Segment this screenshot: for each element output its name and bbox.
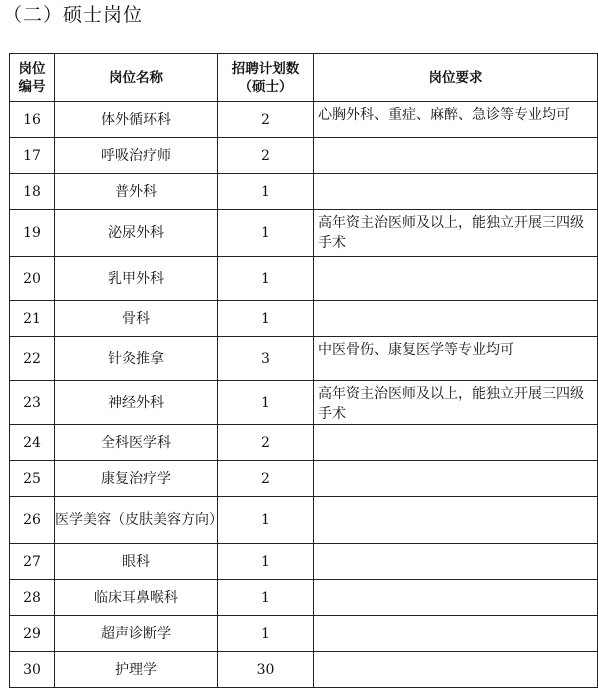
position-requirement — [314, 652, 598, 688]
table-header-row — [10, 54, 598, 102]
position-id: 18 — [10, 174, 55, 210]
position-name: 护理学 — [55, 652, 218, 688]
position-requirement — [314, 425, 598, 461]
position-id: 16 — [10, 102, 55, 138]
position-id: 30 — [10, 652, 55, 688]
table-row — [10, 652, 598, 688]
position-requirement — [314, 301, 598, 337]
position-id: 26 — [10, 497, 55, 544]
position-id: 29 — [10, 616, 55, 652]
position-name: 呼吸治疗师 — [55, 138, 218, 174]
header-hiring-plan — [218, 54, 314, 102]
section-heading: （二）硕士岗位 — [3, 4, 144, 26]
position-name: 眼科 — [55, 544, 218, 580]
header-plan-line2: （硕士） — [238, 78, 293, 95]
positions-table — [9, 53, 598, 688]
position-id: 20 — [10, 257, 55, 301]
position-name: 康复治疗学 — [55, 461, 218, 497]
position-name: 神经外科 — [55, 381, 218, 425]
position-id: 25 — [10, 461, 55, 497]
position-requirement — [314, 616, 598, 652]
position-id: 22 — [10, 337, 55, 381]
position-id: 17 — [10, 138, 55, 174]
position-name: 临床耳鼻喉科 — [55, 580, 218, 616]
position-name: 骨科 — [55, 301, 218, 337]
table-row — [10, 461, 598, 497]
position-name: 全科医学科 — [55, 425, 218, 461]
position-id: 27 — [10, 544, 55, 580]
table-row — [10, 381, 598, 425]
position-requirement — [314, 174, 598, 210]
position-name: 普外科 — [55, 174, 218, 210]
position-id: 19 — [10, 210, 55, 257]
table-row — [10, 616, 598, 652]
position-name: 医学美容（皮肤美容方向） — [55, 497, 218, 544]
table-row — [10, 138, 598, 174]
hiring-count: 1 — [218, 301, 314, 337]
header-id-line1: 岗位 — [18, 60, 46, 77]
position-requirement — [314, 497, 598, 544]
hiring-count: 1 — [218, 497, 314, 544]
hiring-count: 2 — [218, 461, 314, 497]
table-row — [10, 544, 598, 580]
table-row — [10, 174, 598, 210]
position-name: 超声诊断学 — [55, 616, 218, 652]
table-row — [10, 102, 598, 138]
table-row — [10, 337, 598, 381]
position-requirement — [314, 580, 598, 616]
position-requirement — [314, 544, 598, 580]
position-id: 23 — [10, 381, 55, 425]
position-name: 乳甲外科 — [55, 257, 218, 301]
position-requirement — [314, 257, 598, 301]
position-requirement — [314, 138, 598, 174]
position-id: 28 — [10, 580, 55, 616]
hiring-count: 1 — [218, 616, 314, 652]
position-id: 24 — [10, 425, 55, 461]
position-id: 21 — [10, 301, 55, 337]
hiring-count: 30 — [218, 652, 314, 688]
table-row — [10, 301, 598, 337]
table-row — [10, 425, 598, 461]
hiring-count: 2 — [218, 425, 314, 461]
position-requirement — [314, 461, 598, 497]
hiring-count: 1 — [218, 210, 314, 257]
hiring-count: 1 — [218, 580, 314, 616]
position-requirement: 高年资主治医师及以上，能独立开展三四级手术 — [314, 381, 598, 425]
position-requirement: 心胸外科、重症、麻醉、急诊等专业均可 — [314, 102, 598, 138]
table-row — [10, 210, 598, 257]
header-plan-line1: 招聘计划数 — [231, 60, 300, 77]
header-requirements: 岗位要求 — [314, 54, 598, 102]
header-id-line2: 编号 — [18, 78, 46, 95]
header-position-id — [10, 54, 55, 102]
table-row — [10, 257, 598, 301]
table-row — [10, 497, 598, 544]
hiring-count: 2 — [218, 102, 314, 138]
hiring-count: 3 — [218, 337, 314, 381]
header-position-name: 岗位名称 — [55, 54, 218, 102]
hiring-count: 1 — [218, 544, 314, 580]
hiring-count: 1 — [218, 381, 314, 425]
hiring-count: 1 — [218, 174, 314, 210]
position-name: 泌尿外科 — [55, 210, 218, 257]
position-requirement: 中医骨伤、康复医学等专业均可 — [314, 337, 598, 381]
position-name: 体外循环科 — [55, 102, 218, 138]
hiring-count: 2 — [218, 138, 314, 174]
table-row — [10, 580, 598, 616]
position-name: 针灸推拿 — [55, 337, 218, 381]
hiring-count: 1 — [218, 257, 314, 301]
position-requirement: 高年资主治医师及以上，能独立开展三四级手术 — [314, 210, 598, 257]
